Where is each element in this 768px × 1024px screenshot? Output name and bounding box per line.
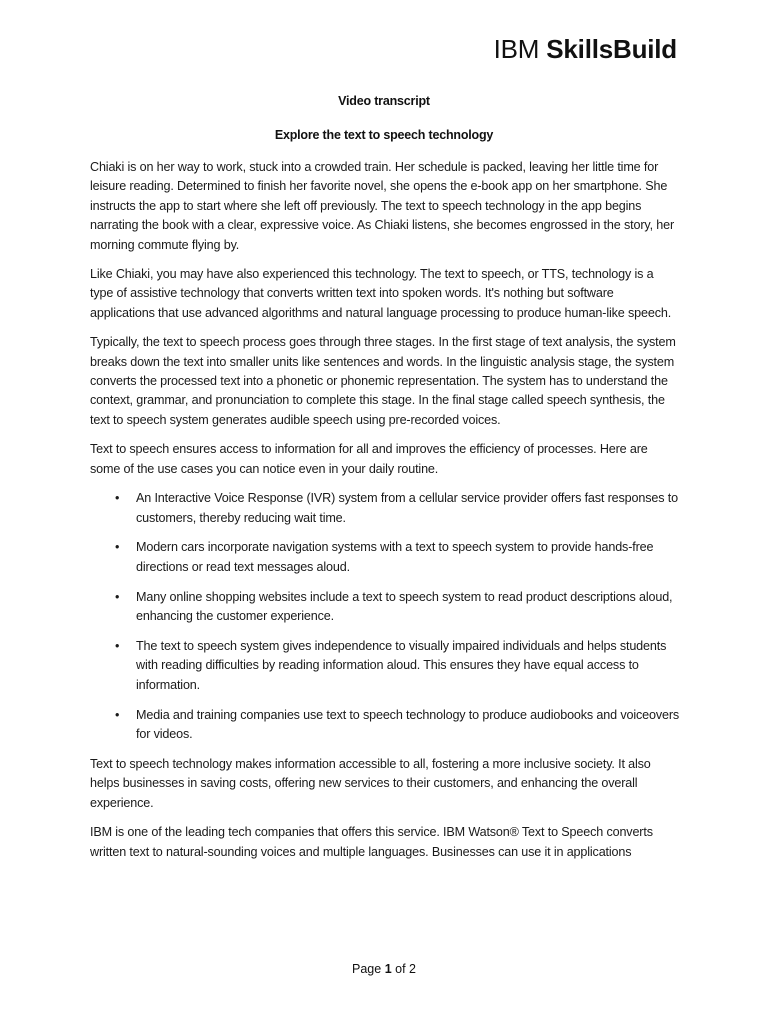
list-item-text: An Interactive Voice Response (IVR) system from a cellular service provider offers fast responses to customers, thereby reducing wait time.	[136, 491, 678, 525]
page-number	[0, 962, 768, 976]
document-heading: Video transcript	[338, 94, 430, 108]
page-total: 2	[409, 962, 416, 976]
list-item	[90, 588, 680, 627]
list-item-text: The text to speech system gives independence to visually impaired individuals and helps students with reading difficulties by reading information aloud. This ensures they have equal access to information.	[136, 639, 667, 692]
paragraph: IBM is one of the leading tech companies that offers this service. IBM Watson® Text to Speech converts written text to natural-sounding voices and multiple languages. Businesses can use it in applications	[90, 825, 653, 859]
bullet-icon: •	[115, 540, 120, 555]
bullet-icon: •	[115, 589, 120, 604]
list-item	[90, 637, 680, 695]
list-item-text: Many online shopping websites include a text to speech system to read product descriptions aloud, enhancing the customer experience.	[136, 589, 673, 624]
list-item-text: Media and training companies use text to speech technology to produce audiobooks and voiceovers for videos.	[136, 707, 680, 742]
list-item-text: Modern cars incorporate navigation systems with a text to speech system to provide hands-free directions or read text messages aloud.	[136, 540, 654, 574]
document-subheading: Explore the text to speech technology	[274, 128, 494, 142]
bullet-icon: •	[115, 491, 120, 506]
list-item	[90, 489, 680, 528]
page-of-label: of	[395, 962, 406, 976]
list-item	[90, 706, 680, 745]
bullet-icon: •	[115, 639, 120, 654]
page-label: Page	[352, 962, 382, 976]
paragraph: Chiaki is on her way to work, stuck into a crowded train. Her schedule is packed, leaving her little time for leisure reading. Determined to finish her favorite novel, she opens the e-book app on her smartphone. She instructs the app to start where she left off previously. The text to speech technology in the app begins narrating the book with a clear, expressive voice. As Chiaki listens, she becomes engrossed in the story, her morning commute flying by.	[90, 160, 675, 252]
bullet-icon: •	[115, 707, 120, 722]
document-body	[90, 158, 680, 872]
page-current: 1	[384, 962, 392, 976]
paragraph: Text to speech technology makes information accessible to all, fostering a more inclusive society. It also helps businesses in saving costs, offering new services to their customers, and enhancing the overall experience.	[90, 757, 651, 810]
use-case-list	[90, 489, 680, 744]
paragraph: Text to speech ensures access to information for all and improves the efficiency of processes. Here are some of the use cases you can notice even in your daily routine.	[90, 442, 648, 476]
logo-text-skillsbuild: SkillsBuild	[546, 34, 677, 64]
ibm-skillsbuild-logo	[494, 34, 677, 64]
list-item	[90, 538, 680, 577]
logo-text-ibm: IBM	[493, 34, 540, 64]
paragraph: Typically, the text to speech process goes through three stages. In the first stage of text analysis, the system breaks down the text into smaller units like sentences and words. In the linguistic analysis stage, the system converts the processed text into a phonetic or phonemic representation. The system has to understand the context, grammar, and pronunciation to complete this stage. In the final stage called speech synthesis, the text to speech system generates audible speech using pre-recorded voices.	[90, 335, 676, 427]
paragraph: Like Chiaki, you may have also experienced this technology. The text to speech, or TTS, technology is a type of assistive technology that converts written text into spoken words. It's nothing but software applications that use advanced algorithms and natural language processing to produce human-like speech.	[90, 267, 672, 320]
